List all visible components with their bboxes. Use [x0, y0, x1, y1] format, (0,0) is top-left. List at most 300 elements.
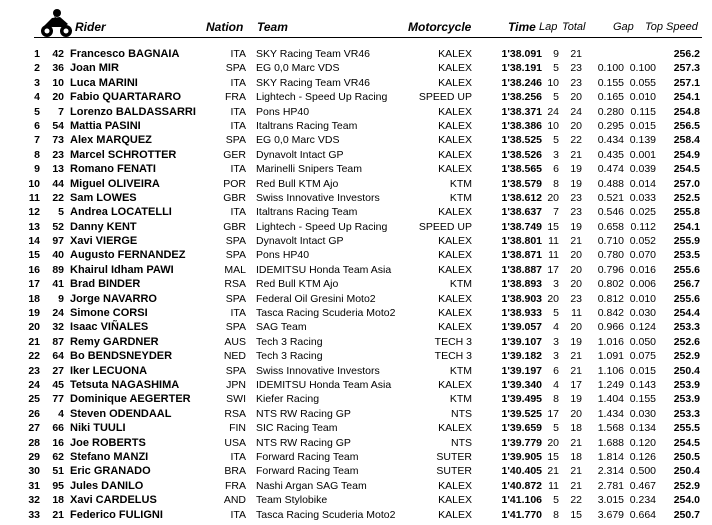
gap-first: 0.165	[597, 91, 624, 104]
table-row	[0, 47, 712, 61]
gap-first: 2.314	[597, 465, 624, 478]
gap-first: 0.658	[597, 220, 624, 233]
gap-first: 1.688	[597, 436, 624, 449]
total-laps: 21	[570, 436, 582, 449]
lap-time: 1'38.893	[501, 278, 542, 291]
team-name: Lightech - Speed Up Racing	[256, 91, 388, 104]
lap-time: 1'38.386	[501, 119, 542, 132]
best-lap: 5	[553, 307, 559, 320]
top-speed: 254.8	[673, 105, 700, 118]
gap-first: 1.106	[597, 364, 624, 377]
team-name: SKY Racing Team VR46	[256, 76, 371, 89]
gap-previous: 0.143	[629, 378, 656, 391]
motorcycle: SPEED UP	[418, 220, 472, 233]
top-speed: 258.4	[673, 134, 700, 147]
gap-previous: 0.052	[629, 235, 656, 248]
top-speed: 254.1	[673, 220, 700, 233]
rider-name: Xavi VIERGE	[70, 235, 138, 248]
lap-time: 1'38.525	[501, 134, 542, 147]
lap-time: 1'39.197	[501, 364, 542, 377]
total-laps: 21	[570, 48, 582, 60]
gap-previous: 0.016	[629, 263, 656, 276]
team-name: Forward Racing Team	[256, 465, 359, 478]
best-lap: 3	[553, 148, 559, 161]
best-lap: 10	[547, 76, 559, 89]
rider-name: Andrea LOCATELLI	[70, 206, 172, 219]
best-lap: 15	[547, 450, 559, 463]
best-lap: 6	[553, 364, 559, 377]
total-laps: 17	[570, 378, 582, 391]
nation: ITA	[230, 206, 246, 219]
total-laps: 19	[570, 335, 582, 348]
best-lap: 8	[553, 393, 559, 406]
gap-first: 0.546	[597, 206, 624, 219]
rider-number: 97	[52, 235, 64, 248]
table-row	[0, 277, 712, 291]
lap-time: 1'41.106	[501, 494, 542, 507]
gap-previous: 0.015	[629, 364, 656, 377]
position: 27	[28, 422, 40, 435]
top-speed: 252.6	[673, 335, 700, 348]
top-speed: 256.5	[673, 119, 700, 132]
position: 17	[28, 278, 40, 291]
table-row	[0, 205, 712, 219]
total-laps: 23	[570, 191, 582, 204]
nation: GBR	[223, 220, 246, 233]
team-name: Dynavolt Intact GP	[256, 235, 344, 248]
motorcycle: TECH 3	[434, 350, 472, 363]
total-laps: 20	[570, 91, 582, 104]
table-row	[0, 450, 712, 464]
total-laps: 20	[570, 263, 582, 276]
total-laps: 20	[570, 321, 582, 334]
gap-first: 0.435	[597, 148, 624, 161]
best-lap: 7	[553, 206, 559, 219]
position: 8	[34, 148, 40, 161]
total-laps: 22	[570, 134, 582, 147]
header-motorcycle: Motorcycle	[408, 20, 472, 34]
gap-previous: 0.664	[629, 508, 656, 521]
table-row	[0, 191, 712, 205]
nation: SWI	[226, 393, 246, 406]
motorcycle: KALEX	[438, 307, 472, 320]
rider-number: 23	[52, 148, 64, 161]
total-laps: 21	[570, 465, 582, 478]
nation: ITA	[230, 105, 246, 118]
position: 30	[28, 465, 40, 478]
header-time: Time	[508, 20, 536, 34]
nation: SPA	[225, 364, 246, 377]
table-row	[0, 90, 712, 104]
motorcycle-rider-icon	[38, 8, 74, 38]
rider-number: 27	[52, 364, 64, 377]
position: 5	[34, 105, 40, 118]
rider-name: Lorenzo BALDASSARRI	[70, 105, 196, 118]
top-speed: 250.4	[673, 465, 700, 478]
motorcycle: SUTER	[436, 465, 472, 478]
lap-time: 1'38.579	[501, 177, 542, 190]
table-row	[0, 493, 712, 507]
lap-time: 1'39.340	[501, 378, 542, 391]
rider-number: 18	[52, 494, 64, 507]
best-lap: 21	[547, 465, 559, 478]
rider-number: 22	[52, 191, 64, 204]
lap-time: 1'38.637	[501, 206, 542, 219]
header-top-speed: Top Speed	[645, 21, 698, 33]
best-lap: 5	[553, 91, 559, 104]
table-row	[0, 248, 712, 262]
rider-name: Federico FULIGNI	[70, 508, 163, 521]
rider-number: 32	[52, 321, 64, 334]
gap-previous: 0.050	[629, 335, 656, 348]
position: 18	[28, 292, 40, 305]
gap-previous: 0.500	[629, 465, 656, 478]
nation: FIN	[229, 422, 246, 435]
lap-time: 1'38.612	[501, 191, 542, 204]
total-laps: 23	[570, 206, 582, 219]
gap-first: 0.280	[597, 105, 624, 118]
team-name: Lightech - Speed Up Racing	[256, 220, 388, 233]
team-name: NTS RW Racing GP	[256, 407, 351, 420]
gap-previous: 0.033	[629, 191, 656, 204]
gap-previous: 0.030	[629, 407, 656, 420]
table-row	[0, 105, 712, 119]
rider-number: 89	[52, 263, 64, 276]
rider-name: Tetsuta NAGASHIMA	[70, 378, 180, 391]
top-speed: 250.4	[673, 364, 700, 377]
position: 11	[28, 191, 40, 204]
rider-number: 4	[58, 407, 64, 420]
team-name: SIC Racing Team	[256, 422, 338, 435]
nation: SPA	[225, 134, 246, 147]
team-name: Pons HP40	[256, 105, 310, 118]
position: 26	[28, 407, 40, 420]
rider-number: 87	[52, 335, 64, 348]
position: 10	[28, 177, 40, 190]
lap-time: 1'38.887	[501, 263, 542, 276]
top-speed: 255.6	[673, 292, 700, 305]
gap-previous: 0.134	[629, 422, 656, 435]
gap-first: 0.842	[597, 307, 624, 320]
lap-time: 1'38.565	[501, 163, 542, 176]
lap-time: 1'41.770	[501, 508, 542, 521]
rider-name: Bo BENDSNEYDER	[70, 350, 173, 363]
position: 28	[28, 436, 40, 449]
table-row	[0, 364, 712, 378]
top-speed: 253.3	[673, 407, 700, 420]
rider-name: Jules DANILO	[70, 479, 144, 492]
gap-first: 0.474	[597, 163, 624, 176]
nation: GER	[223, 148, 246, 161]
gap-first: 0.488	[597, 177, 624, 190]
gap-first: 3.679	[597, 508, 624, 521]
gap-previous: 0.075	[629, 350, 656, 363]
lap-time: 1'39.659	[501, 422, 542, 435]
table-row	[0, 508, 712, 522]
results-table	[0, 47, 712, 522]
lap-time: 1'38.903	[501, 292, 542, 305]
rider-name: Joe ROBERTS	[70, 436, 146, 449]
lap-time: 1'40.872	[501, 479, 542, 492]
motorcycle: KTM	[449, 278, 472, 291]
nation: RSA	[224, 407, 246, 420]
top-speed: 250.5	[673, 450, 700, 463]
team-name: Tasca Racing Scuderia Moto2	[256, 307, 396, 320]
motorcycle: KALEX	[438, 422, 472, 435]
table-row	[0, 335, 712, 349]
lap-time: 1'39.525	[501, 407, 542, 420]
gap-first: 0.780	[597, 249, 624, 262]
team-name: Pons HP40	[256, 249, 310, 262]
lap-time: 1'38.256	[501, 91, 542, 104]
best-lap: 5	[553, 62, 559, 75]
team-name: NTS RW Racing GP	[256, 436, 351, 449]
motorcycle: KALEX	[438, 263, 472, 276]
team-name: Red Bull KTM Ajo	[256, 177, 339, 190]
lap-time: 1'38.526	[501, 148, 542, 161]
best-lap: 5	[553, 422, 559, 435]
best-lap: 3	[553, 278, 559, 291]
best-lap: 11	[548, 235, 559, 248]
gap-first: 0.812	[597, 292, 624, 305]
best-lap: 8	[553, 508, 559, 521]
lap-time: 1'38.871	[501, 249, 542, 262]
position: 29	[28, 450, 40, 463]
team-name: Italtrans Racing Team	[256, 206, 358, 219]
rider-name: Stefano MANZI	[70, 450, 149, 463]
team-name: SKY Racing Team VR46	[256, 48, 371, 60]
team-name: IDEMITSU Honda Team Asia	[256, 378, 392, 391]
nation: ITA	[230, 76, 246, 89]
table-row	[0, 263, 712, 277]
gap-first: 0.796	[597, 263, 624, 276]
position: 12	[28, 206, 40, 219]
top-speed: 254.5	[673, 436, 700, 449]
rider-number: 5	[58, 206, 64, 219]
best-lap: 5	[553, 134, 559, 147]
motorcycle: KALEX	[438, 292, 472, 305]
top-speed: 252.9	[673, 479, 700, 492]
top-speed: 257.1	[673, 76, 700, 89]
table-row	[0, 162, 712, 176]
total-laps: 21	[570, 148, 582, 161]
total-laps: 19	[570, 393, 582, 406]
total-laps: 22	[570, 494, 582, 507]
best-lap: 9	[553, 48, 559, 60]
team-name: Italtrans Racing Team	[256, 119, 358, 132]
nation: AND	[223, 494, 246, 507]
team-name: EG 0,0 Marc VDS	[256, 62, 340, 75]
team-name: Tech 3 Racing	[256, 335, 323, 348]
rider-name: Isaac VIÑALES	[70, 321, 149, 334]
lap-time: 1'39.182	[501, 350, 542, 363]
position: 33	[28, 508, 40, 521]
total-laps: 15	[570, 508, 582, 521]
rider-number: 7	[58, 105, 64, 118]
gap-previous: 0.055	[629, 76, 656, 89]
table-row	[0, 306, 712, 320]
gap-first: 1.434	[597, 407, 624, 420]
rider-name: Brad BINDER	[70, 278, 141, 291]
team-name: Marinelli Snipers Team	[256, 163, 363, 176]
rider-number: 64	[52, 350, 64, 363]
gap-previous: 0.070	[629, 249, 656, 262]
nation: FRA	[225, 479, 246, 492]
rider-number: 51	[52, 465, 64, 478]
gap-previous: 0.010	[629, 91, 656, 104]
rider-name: Khairul Idham PAWI	[70, 263, 174, 276]
position: 2	[34, 62, 40, 75]
table-row	[0, 349, 712, 363]
gap-first: 0.521	[597, 191, 624, 204]
table-row	[0, 133, 712, 147]
rider-name: Dominique AEGERTER	[70, 393, 191, 406]
motorcycle: KALEX	[438, 134, 472, 147]
position: 16	[28, 263, 40, 276]
rider-number: 66	[52, 422, 64, 435]
gap-previous: 0.112	[630, 220, 656, 233]
rider-name: Mattia PASINI	[70, 119, 141, 132]
lap-time: 1'38.091	[501, 48, 542, 60]
total-laps: 18	[570, 422, 582, 435]
table-row	[0, 76, 712, 90]
table-row	[0, 464, 712, 478]
motorcycle: KTM	[449, 393, 472, 406]
lap-time: 1'39.107	[501, 335, 542, 348]
gap-previous: 0.234	[629, 494, 656, 507]
lap-time: 1'38.933	[501, 307, 542, 320]
motorcycle: TECH 3	[434, 335, 472, 348]
position: 7	[34, 134, 40, 147]
motorcycle: KALEX	[438, 508, 472, 521]
nation: SPA	[225, 62, 246, 75]
gap-first: 0.966	[597, 321, 624, 334]
table-row	[0, 148, 712, 162]
rider-number: 54	[52, 119, 64, 132]
position: 3	[34, 76, 40, 89]
best-lap: 11	[548, 479, 559, 492]
header-divider	[34, 37, 702, 38]
position: 15	[28, 249, 40, 262]
gap-previous: 0.001	[629, 148, 656, 161]
rider-number: 62	[52, 450, 64, 463]
rider-name: Augusto FERNANDEZ	[70, 249, 186, 262]
position: 19	[28, 307, 40, 320]
header-gap: Gap	[613, 21, 634, 33]
gap-previous: 0.010	[629, 292, 656, 305]
team-name: IDEMITSU Honda Team Asia	[256, 263, 392, 276]
position: 1	[34, 48, 40, 60]
position: 9	[34, 163, 40, 176]
rider-name: Xavi CARDELUS	[70, 494, 157, 507]
total-laps: 23	[570, 62, 582, 75]
team-name: Team Stylobike	[256, 494, 328, 507]
nation: GBR	[223, 191, 246, 204]
gap-previous: 0.155	[629, 393, 656, 406]
best-lap: 24	[547, 105, 559, 118]
table-row	[0, 320, 712, 334]
nation: MAL	[224, 263, 246, 276]
total-laps: 20	[570, 278, 582, 291]
rider-number: 44	[52, 177, 64, 190]
rider-number: 13	[52, 163, 64, 176]
top-speed: 255.6	[673, 263, 700, 276]
top-speed: 253.9	[673, 378, 700, 391]
top-speed: 257.3	[673, 62, 700, 75]
rider-number: 9	[58, 292, 64, 305]
team-name: Swiss Innovative Investors	[256, 191, 380, 204]
gap-previous: 0.039	[629, 163, 656, 176]
rider-name: Simone CORSI	[70, 307, 148, 320]
nation: SPA	[225, 249, 246, 262]
gap-first: 0.295	[597, 119, 624, 132]
best-lap: 5	[553, 494, 559, 507]
total-laps: 19	[570, 163, 582, 176]
gap-previous: 0.030	[629, 307, 656, 320]
motorcycle: KTM	[449, 364, 472, 377]
motorcycle: KALEX	[438, 249, 472, 262]
top-speed: 252.5	[673, 191, 700, 204]
best-lap: 11	[548, 249, 559, 262]
best-lap: 20	[547, 436, 559, 449]
nation: FRA	[225, 91, 246, 104]
gap-previous: 0.126	[629, 450, 656, 463]
lap-time: 1'38.246	[501, 76, 542, 89]
total-laps: 18	[570, 450, 582, 463]
lap-time: 1'38.191	[501, 62, 542, 75]
best-lap: 20	[547, 292, 559, 305]
motorcycle: KALEX	[438, 235, 472, 248]
table-row	[0, 407, 712, 421]
nation: NED	[223, 350, 246, 363]
nation: ITA	[230, 163, 246, 176]
total-laps: 21	[570, 350, 582, 363]
lap-time: 1'39.905	[501, 450, 542, 463]
rider-name: Romano FENATI	[70, 163, 156, 176]
gap-first: 1.249	[597, 378, 624, 391]
total-laps: 21	[570, 479, 582, 492]
gap-first: 1.568	[597, 422, 624, 435]
nation: USA	[224, 436, 246, 449]
rider-number: 73	[52, 134, 64, 147]
motorcycle: KALEX	[438, 148, 472, 161]
top-speed: 257.0	[673, 177, 700, 190]
rider-name: Sam LOWES	[70, 191, 137, 204]
table-header	[0, 0, 712, 40]
nation: SPA	[225, 235, 246, 248]
position: 32	[28, 494, 40, 507]
total-laps: 11	[571, 307, 582, 320]
top-speed: 253.5	[673, 249, 700, 262]
gap-first: 1.814	[597, 450, 624, 463]
rider-number: 42	[52, 48, 64, 60]
position: 21	[28, 335, 40, 348]
position: 14	[28, 235, 40, 248]
rider-name: Fabio QUARTARARO	[70, 91, 182, 104]
motorcycle: KALEX	[438, 479, 472, 492]
nation: JPN	[226, 378, 246, 391]
rider-name: Joan MIR	[70, 62, 119, 75]
gap-first: 0.802	[597, 278, 624, 291]
total-laps: 23	[570, 76, 582, 89]
nation: ITA	[230, 119, 246, 132]
motorcycle: SPEED UP	[418, 91, 472, 104]
position: 6	[34, 119, 40, 132]
rider-name: Iker LECUONA	[70, 364, 148, 377]
position: 20	[28, 321, 40, 334]
rider-number: 45	[52, 378, 64, 391]
rider-name: Steven ODENDAAL	[70, 407, 172, 420]
